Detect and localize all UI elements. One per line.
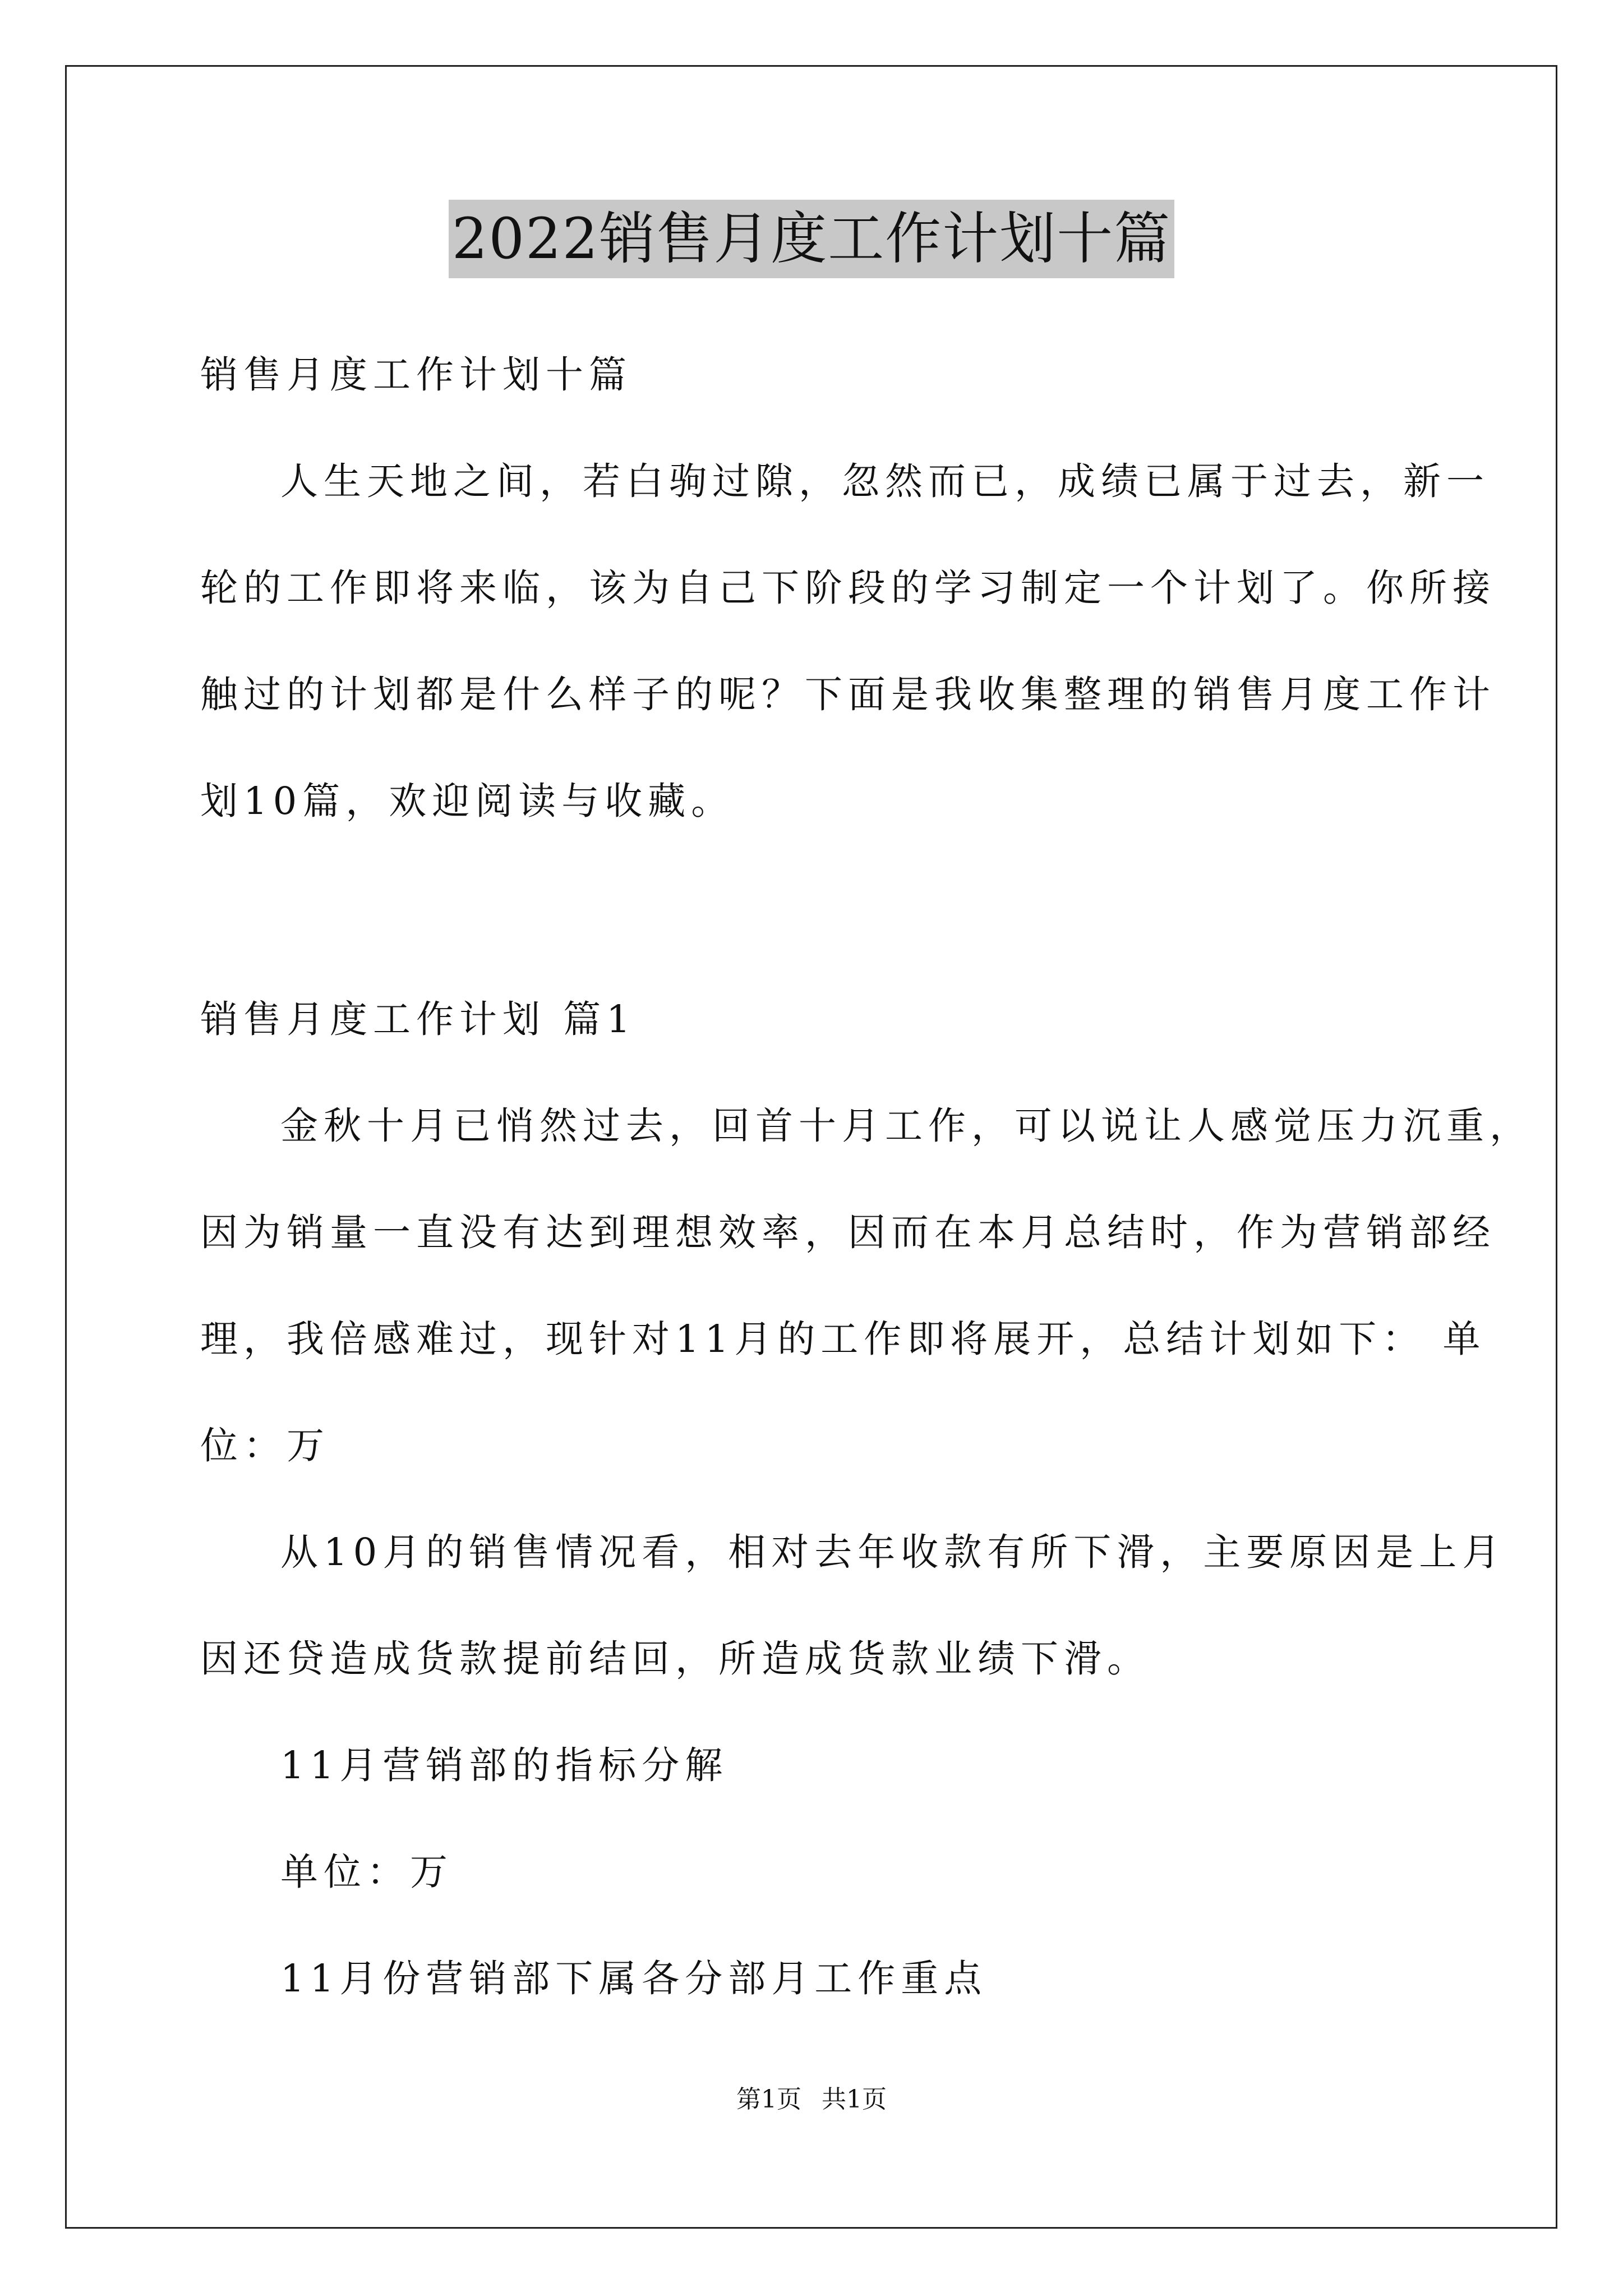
paragraph-line: 因还贷造成货款提前结回，所造成货款业绩下滑。 (200, 1637, 1150, 1681)
paragraph-line: 人生天地之间，若白驹过隙，忽然而已，成绩已属于过去，新一 (280, 459, 1490, 503)
page-number: 第1页 (736, 2085, 801, 2114)
paragraph-line: 轮的工作即将来临，该为自己下阶段的学习制定一个计划了。你所接 (200, 566, 1496, 610)
page-total: 共1页 (822, 2085, 887, 2114)
paragraph-line: 从10月的销售情况看，相对去年收款有所下滑，主要原因是上月 (280, 1530, 1506, 1574)
section-heading: 销售月度工作计划 篇1 (200, 997, 636, 1041)
paragraph-line: 因为销量一直没有达到理想效率，因而在本月总结时，作为营销部经 (200, 1211, 1496, 1254)
paragraph-line: 划10篇，欢迎阅读与收藏。 (200, 779, 735, 823)
paragraph-line: 11月份营销部下属各分部月工作重点 (280, 1957, 988, 2000)
section-heading: 销售月度工作计划十篇 (200, 353, 632, 397)
paragraph-line: 单位：万 (280, 1850, 453, 1894)
paragraph-line: 触过的计划都是什么样子的呢？下面是我收集整理的销售月度工作计 (200, 673, 1496, 716)
paragraph-line: 金秋十月已悄然过去，回首十月工作，可以说让人感觉压力沉重， (280, 1104, 1533, 1148)
page-footer (0, 2083, 1623, 2116)
paragraph-line: 11月营销部的指标分解 (280, 1743, 728, 1787)
document-title: 2022销售月度工作计划十篇 (449, 200, 1175, 278)
title-container (0, 200, 1623, 278)
paragraph-line: 位：万 (200, 1424, 330, 1467)
paragraph-line: 理，我倍感难过，现针对11月的工作即将展开，总结计划如下： 单 (200, 1317, 1486, 1361)
